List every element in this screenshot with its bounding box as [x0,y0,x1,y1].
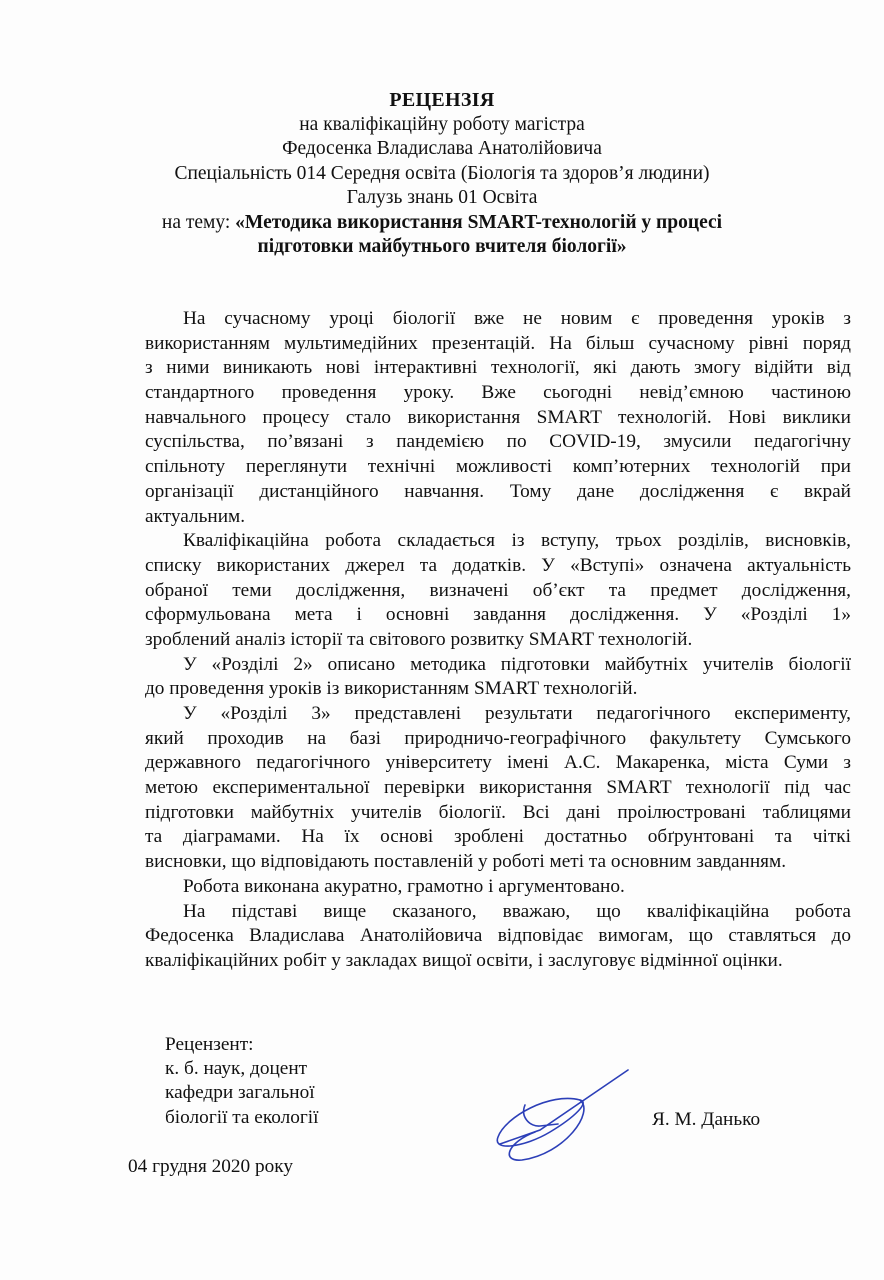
specialty: Спеціальність 014 Середня освіта (Біологія та здоров’я людини) [174,162,710,184]
reviewer-department-1: кафедри загальної [165,1082,315,1104]
reviewer-degree: к. б. наук, доцент [165,1058,308,1080]
body-text-line: та діаграмами. На їх основі зроблені достатньо обґрунтовані та чіткі [145,826,851,848]
body-text-line: У «Розділі 2» описано методика підготовки майбутніх учителів біології [183,653,851,675]
body-text-line: сформульована мета і основні завдання дослідження. У «Розділі 1» [145,604,851,626]
body-text-line: навчального процесу стало використання SMART технологій. Нові виклики [145,406,851,428]
body-text-line: кваліфікаційних робіт у закладах вищої освіти, і заслуговує відмінної оцінки. [145,949,783,971]
body-text-line: використанням мультимедійних презентацій. На більш сучасному рівні поряд [145,332,851,354]
body-text-line: метою експериментальної перевірки використання SMART технології під час [145,777,851,799]
field-of-knowledge: Галузь знань 01 Освіта [346,187,538,208]
handwritten-signature [480,1062,640,1172]
topic-prefix: на тему: [161,211,236,233]
topic-title-part-1: «Методика використання SMART-технологій у процесі [235,211,723,233]
body-text-line: Кваліфікаційна робота складається із вступу, трьох розділів, висновків, [183,530,851,552]
body-text-line: державного педагогічного університету імені А.С. Макаренка, міста Суми з [145,752,851,774]
body-text-line: до проведення уроків із використанням SMART технологій. [145,678,638,700]
reviewer-department-2: біології та екології [165,1106,319,1128]
body-text-line: актуальним. [145,505,246,527]
body-text-line: з ними виникають нові інтерактивні технології, які дають змогу відійти від [145,357,851,379]
body-text-line: Робота виконана акуратно, грамотно і аргументовано. [183,875,625,897]
body-text-line: У «Розділі 3» представлені результати педагогічного експерименту, [183,703,851,724]
body-text-line: висновки, що відповідають поставленій у роботі меті та основним завданням. [145,851,787,873]
body-text-line: який проходив на базі природничо-географічного факультету Сумського [145,727,851,749]
body-text-line: суспільства, по’вязані з пандемією по COVID-19, змусили педагогічну [145,431,851,453]
document-header [0,88,884,260]
topic-line-1 [0,211,884,236]
document-title: РЕЦЕНЗІЯ [389,89,495,111]
body-text-line: На підставі вище сказаного, вважаю, що кваліфікаційна робота [183,900,851,922]
body-text-line: організації дистанційного навчання. Тому дане дослідження є вкрай [145,480,851,502]
topic-title-part-2: підготовки майбутнього вчителя біології» [257,236,627,257]
body-text-line: обраної теми дослідження, визначені об’єкт та предмет дослідження, [145,579,851,601]
reviewer-name: Я. М. Данько [652,1109,761,1130]
body-text-line: підготовки майбутніх учителів біології. Всі дані проілюстровані таблицями [145,801,851,823]
body-text-line: зроблений аналіз історії та світового розвитку SMART технологій. [145,628,693,650]
review-body [145,307,851,974]
body-text-line: На сучасному уроці біології вже не новим є проведення уроків з [183,308,851,329]
body-text-line: стандартного проведення уроку. Вже сьогодні невід’ємною частиною [145,382,851,404]
body-text-line: списку використаних джерел та додатків. У «Вступі» означена актуальність [145,554,851,576]
body-text-line: Федосенка Владислава Анатолійовича відповідає вимогам, що ставляться до [145,925,851,947]
body-text-line: спільноту переглянути технічні можливості комп’ютерних технологій при [145,456,851,478]
reviewer-block [165,1033,319,1130]
work-type: на кваліфікаційну роботу магістра [299,113,585,135]
document-date: 04 грудня 2020 року [128,1156,294,1177]
author-name: Федосенка Владислава Анатолійовича [282,138,602,159]
reviewer-label: Рецензент: [165,1034,254,1055]
